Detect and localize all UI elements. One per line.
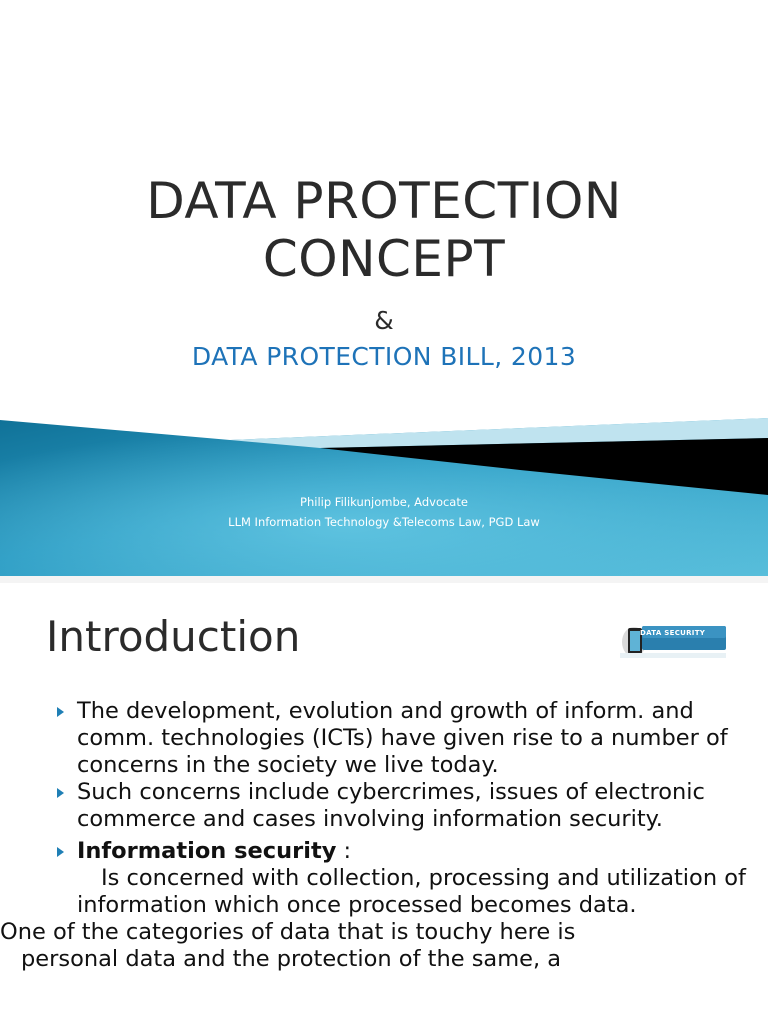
term-definition: Is concerned with collection, processing and utilization of information which once processed becomes data.: [77, 865, 746, 918]
closing-text-line2: personal data and the protection of the same, a: [21, 946, 562, 972]
ampersand: &: [374, 306, 394, 335]
band-graphic: [0, 410, 768, 576]
term-colon: :: [336, 838, 352, 864]
bullet-item: [55, 698, 755, 779]
slide-separator: [0, 576, 768, 583]
decorative-band: [0, 410, 768, 576]
closing-text-line1: One of the categories of data that is touchy here is: [0, 919, 576, 945]
section-heading: Introduction: [46, 612, 301, 661]
author-credentials: LLM Information Technology &Telecoms Law, PGD Law: [228, 515, 540, 529]
bullet-text: Such concerns include cybercrimes, issues of electronic commerce and cases involving information security.: [77, 779, 705, 832]
data-security-badge-icon: [620, 622, 726, 660]
slide-title: [0, 172, 768, 288]
author-name: Philip Filikunjombe, Advocate: [300, 495, 468, 509]
badge-label: DATA SECURITY: [640, 629, 706, 637]
term-label: Information security: [77, 838, 337, 864]
bullet-item: [55, 779, 755, 833]
bullet-text: The development, evolution and growth of inform. and comm. technologies (ICTs) have given rise to a number of concerns in the society we live today.: [77, 698, 728, 778]
slide-title-line2: CONCEPT: [262, 230, 506, 288]
slide-title-line1: DATA PROTECTION: [146, 172, 622, 230]
bullet-item: [55, 838, 755, 865]
slide-subtitle: DATA PROTECTION BILL, 2013: [191, 342, 577, 371]
slide-body: [0, 698, 755, 973]
